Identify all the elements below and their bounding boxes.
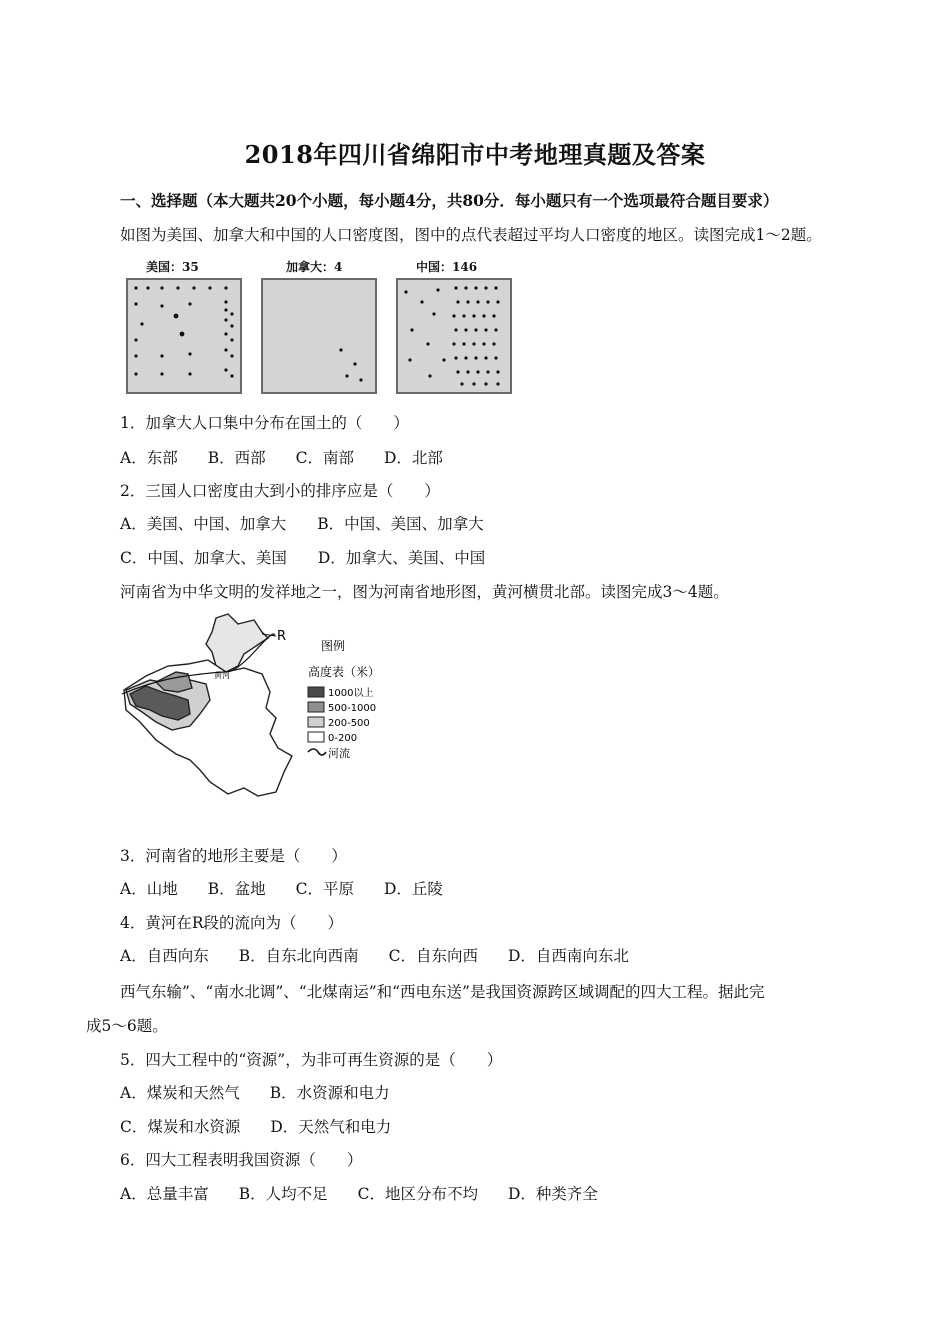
q3-option-d[interactable]: D．丘陵 [383,880,443,898]
section-header: 一、选择题（本大题共20个小题，每小题4分，共80分．每小题只有一个选项最符合题目要求） [120,191,779,210]
panel-label-usa: 美国：35 [146,260,199,274]
q6-option-d[interactable]: D．种类齐全 [507,1185,598,1203]
population-density-figure [118,258,518,398]
panel-label-canada: 加拿大：4 [286,260,343,274]
q2-options-row2[interactable]: C．中国、加拿大、美国 D．加拿大、美国、中国 [120,549,486,567]
river-legend-icon [308,749,326,755]
q4-option-d[interactable]: D．自西南向东北 [507,947,629,965]
legend-label-1000: 1000以上 [328,688,374,699]
q5-stem: 5．四大工程中的“资源”，为非可再生资源的是（ ） [120,1051,503,1069]
q5-option-b[interactable]: B．水资源和电力 [269,1084,390,1102]
q3-option-b[interactable]: B．盆地 [207,880,266,898]
page-title: 2018年四川省绵阳市中考地理真题及答案 [244,140,706,169]
legend-swatch-0 [308,732,324,742]
legend-title: 图例 [321,639,346,653]
legend-swatch-500 [308,702,324,712]
q1-stem: 1．加拿大人口集中分布在国土的（ ） [120,414,409,432]
legend-swatch-1000 [308,687,324,697]
q3-stem: 3．河南省的地形主要是（ ） [120,847,347,865]
legend-swatch-200 [308,717,324,727]
legend-label-200: 200-500 [328,718,370,729]
q4-option-a[interactable]: A．自西向东 [120,947,209,965]
henan-terrain-map [116,610,416,810]
q5-options-row2 [120,1117,421,1137]
legend-river-label: 河流 [328,747,350,760]
q5-option-a[interactable]: A．煤炭和天然气 [120,1084,240,1102]
q6-option-a[interactable]: A．总量丰富 [120,1185,209,1203]
q5-option-d[interactable]: D．天然气和电力 [270,1118,392,1136]
q2-options-row1[interactable]: A．美国、中国、加拿大 B．中国、美国、加拿大 [120,515,484,533]
q6-options [120,1184,628,1204]
q3-option-c[interactable]: C．平原 [295,880,354,898]
intro-3-line1: 西气东输”、“南水北调”、“北煤南运”和“西电东送”是我国资源跨区域调配的四大工程。据此完 [120,983,765,1001]
panel-label-china: 中国：146 [416,260,478,274]
q6-option-c[interactable]: C．地区分布不均 [357,1185,478,1203]
q1-option-c[interactable]: C．南部 [295,449,354,467]
canada-density-panel [261,278,377,394]
q3-option-a[interactable]: A．山地 [120,880,178,898]
q3-options [120,879,473,899]
q1-option-a[interactable]: A．东部 [120,449,178,467]
q2-stem: 2．三国人口密度由大到小的排序应是（ ） [120,482,440,500]
q1-options [120,448,473,468]
q6-stem: 6．四大工程表明我国资源（ ） [120,1151,363,1169]
legend-subtitle: 高度表（米） [308,665,381,679]
intro-3-line2: 成5～6题。 [86,1017,168,1035]
legend-label-0: 0-200 [328,733,358,744]
intro-1: 如图为美国、加拿大和中国的人口密度图，图中的点代表超过平均人口密度的地区。读图完成1～2题。 [120,226,822,244]
q4-options [120,946,659,966]
china-density-panel [396,278,512,394]
intro-2: 河南省为中华文明的发祥地之一，图为河南省地形图，黄河横贯北部。读图完成3～4题。 [120,583,729,601]
usa-density-panel [126,278,242,394]
q4-stem: 4．黄河在R段的流向为（ ） [120,914,344,932]
q1-option-b[interactable]: B．西部 [207,449,266,467]
q5-option-c[interactable]: C．煤炭和水资源 [120,1118,241,1136]
q4-option-c[interactable]: C．自东向西 [388,947,478,965]
q6-option-b[interactable]: B．人均不足 [238,1185,328,1203]
q1-option-d[interactable]: D．北部 [383,449,443,467]
map-marker-r: R [277,629,287,644]
map-river-label: 黄河 [214,671,230,680]
q5-options-row1 [120,1083,420,1103]
q4-option-b[interactable]: B．自东北向西南 [238,947,359,965]
legend-label-500: 500-1000 [328,703,377,714]
